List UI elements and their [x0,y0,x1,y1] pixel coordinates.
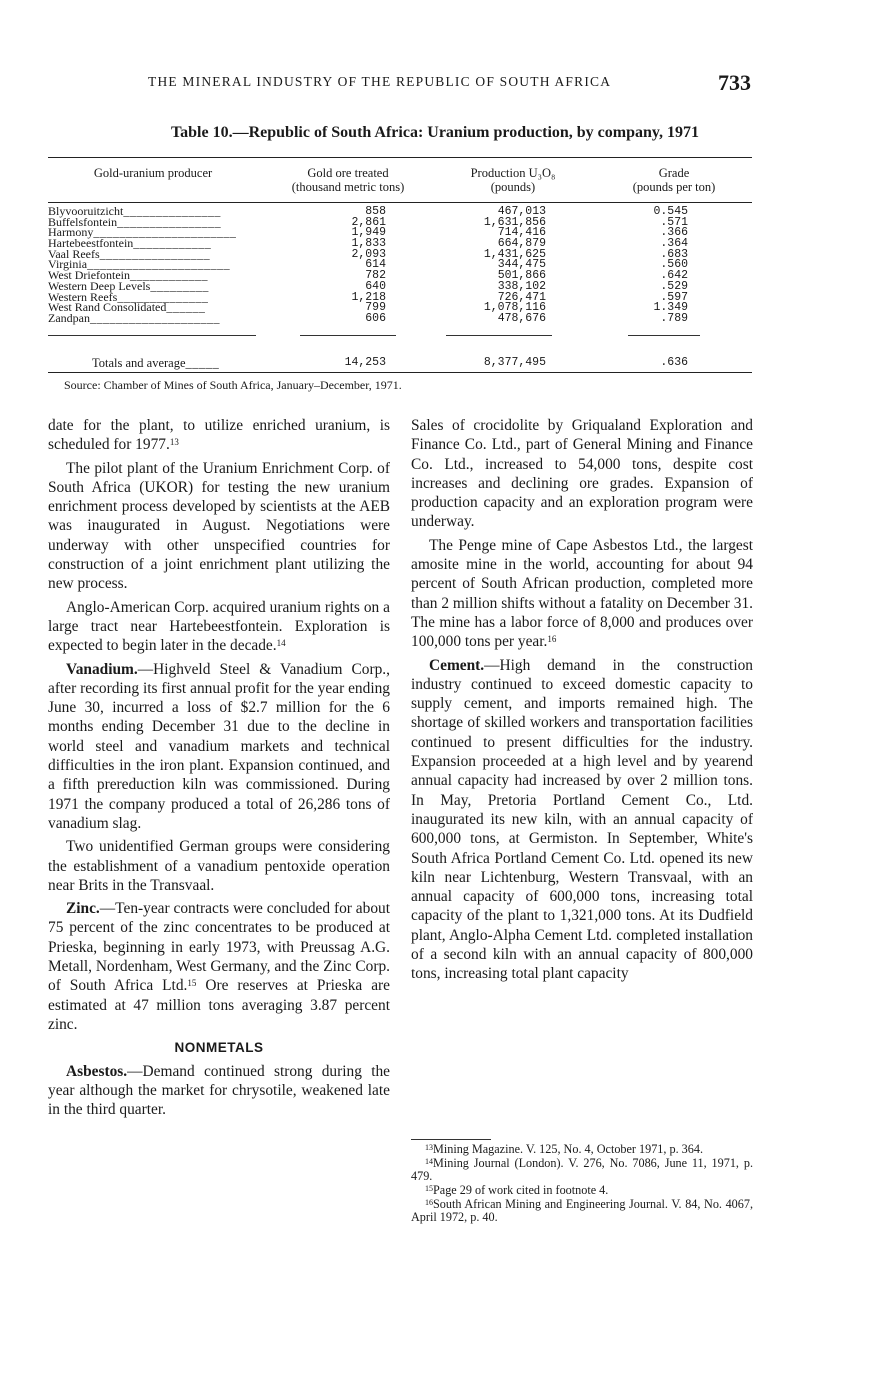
footnotes [411,1143,753,1225]
grade: .366 [660,226,688,240]
producer-name: Buffelsfontein________________ [48,214,222,229]
ore-treated: 614 [365,258,386,272]
grade: 1.349 [653,301,688,315]
paragraph: Two unidentified German groups were considering the establishment of a vanadium pentoxide operation near Brits in the Transvaal. [48,838,390,894]
footnote: $^{14}$Mining Journal (London). V. 276, No. 7086, June 11, 1971, p. 479. [411,1156,753,1183]
ore-treated: 799 [365,301,386,315]
grade: .560 [660,258,688,272]
table-totals-row [48,356,752,370]
section-heading-nonmetals: NONMETALS [174,1040,264,1056]
grade: .789 [660,311,688,325]
production-u3o8: 501,866 [497,269,546,283]
production-u3o8: 1,078,116 [483,301,546,315]
footnote-ref: 15 [187,978,197,989]
ore-treated: 2,861 [351,215,386,229]
grade: .597 [660,290,688,304]
grade: .364 [660,237,688,251]
totals-grade: .636 [660,356,688,369]
paragraph-vanadium: Vanadium.—Highveld Steel & Vanadium Corp., after recording its first annual profit for the year ending June 30, incurred a loss of $2.7 million for the 6 months ending December 31 due to the decline in world steel and vanadium markets and technical difficulties in the iron plant. Expansion continued, and a fifth prereduction kiln was commissioned. During 1971 the company produced a total of 26,286 tons of vanadium slag. [48,660,390,832]
paragraph: The Penge mine of Cape Asbestos Ltd., the largest amosite mine in the world, accounting for about 94 percent of South African production, completed more than 2 million shifts without a fatality on December 31. The mine has a labor force of 8,000 and produces over 100,000 tons per year.$^{16}$ [411,536,753,651]
subhead-cement: Cement. [429,656,485,674]
footnote: $^{16}$South African Mining and Engineering Journal. V. 84, No. 4067, April 1972, p. 40. [411,1197,753,1224]
table-bottom-rule [48,372,752,373]
grade: 0.545 [653,205,688,218]
paragraph-cement: Cement.—High demand in the construction industry continued to exceed domestic capacity to supply cement, and imports remained high. The shortage of skilled workers and transportation facilities continued to present difficulties for the industry. Expansion proceeded at a high level and by yearend annual capacity had increased by over 2 million tons. In May, Pretoria Portland Cement Co., Ltd. inaugurated its new kiln, with an annual capacity of 600,000 tons, at Germiston. In September, White's South Africa Portland Cement Co. Ltd. opened its new kiln near Lichtenburg, Western Transvaal, with an annual capacity of 600,000 tons, increasing total capacity of the plant to 1,321,000 tons. At its Dudfield plant, Anglo-Alpha Cement Ltd. completed installation of a second kiln with an annual capacity of 800,000 tons, increasing total plant capacity [411,656,753,983]
ore-treated: 1,218 [351,290,386,304]
ore-treated: 1,949 [351,226,386,240]
subhead-vanadium: Vanadium. [66,660,138,678]
totals-divider-rule [628,335,700,336]
production-u3o8: 344,475 [497,258,546,272]
grade: .683 [660,247,688,261]
column-header-grade: Grade (pounds per ton) [632,166,716,194]
production-u3o8: 664,879 [497,237,546,251]
column-header-producer: Gold-uranium producer [93,166,213,180]
producer-name: Virginia______________________ [48,257,231,272]
ore-treated: 1,833 [351,237,386,251]
uranium-table [48,157,752,324]
producer-name: West Driefontein____________ [48,268,209,283]
running-header [0,72,870,96]
footnote-rule [411,1139,491,1140]
subhead-asbestos: Asbestos. [66,1062,128,1080]
production-u3o8: 714,416 [497,226,546,240]
paragraph: Anglo-American Corp. acquired uranium rights on a large tract near Hartebeestfontein. Exploration is expected to begin later in the decade.$^{14}$ [48,598,390,655]
footnote-ref: 16 [547,634,557,645]
table-row [48,310,752,325]
production-u3o8: 338,102 [497,279,546,293]
table-title: Table 10.—Republic of South Africa: Uranium production, by company, 1971 [170,124,700,141]
subhead-zinc: Zinc. [66,900,100,918]
paragraph: Sales of crocidolite by Griqualand Exploration and Finance Co. Ltd., part of General Mining and Finance Co. Ltd., increased to 54,000 tons, despite cost increases and declining ore grades. Expansion of production capacity and an exploration program were underway. [411,417,753,531]
table-header [48,158,752,202]
totals-label: Totals and average_____ [92,356,220,370]
totals-divider-rule [446,335,552,336]
production-u3o8: 478,676 [497,311,546,325]
paragraph: date for the plant, to utilize enriched uranium, is scheduled for 1977.13 [48,417,390,454]
producer-name: Western Reefs______________ [48,289,209,304]
ore-treated: 858 [365,205,386,218]
left-text-column [48,416,390,1123]
producer-name: Western Deep Levels_________ [48,278,209,293]
production-u3o8: 467,013 [497,205,546,218]
footnote-ref: 14 [276,638,286,649]
producer-name: Blyvooruitzicht_______________ [48,204,221,218]
column-header-ore: Gold ore treated (thousand metric tons) [291,166,405,194]
paragraph-zinc: Zinc.—Ten-year contracts were concluded for about 75 percent of the zinc concentrates to be produced at Prieska, beginning in early 1973, with Preussag A.G. Metall, Nordenham, West Germany, and the Zinc Corp. of South Africa Ltd.$^{15}$ Ore reserves at Prieska are estimated at 47 million tons averaging 3.87 percent zinc. [48,900,390,1033]
totals-divider-rule [300,335,396,336]
table-body [48,203,752,324]
right-text-column [411,416,753,988]
footnote: $^{13}$Mining Magazine. V. 125, No. 4, October 1971, p. 364. [425,1142,704,1156]
ore-treated: 640 [365,279,386,293]
column-header-production: Production U₃O₈ (pounds) [470,166,556,194]
paragraph: The pilot plant of the Uranium Enrichment Corp. of South Africa (UKOR) for testing the new uranium enrichment process developed by scientists at the AEB was inaugurated in August. Negotiations were underway with other unspecified countries for construction of a joint enrichment plant utilizing the new process. [48,459,390,593]
footnote: $^{15}$Page 29 of work cited in footnote 4. [425,1183,609,1197]
grade: .571 [660,215,688,229]
producer-name: Vaal Reefs_________________ [48,246,211,261]
running-title: THE MINERAL INDUSTRY OF THE REPUBLIC OF SOUTH AFRICA [148,74,612,89]
totals-production: 8,377,495 [483,356,546,369]
page-number: 733 [718,70,751,95]
totals-ore: 14,253 [344,356,386,369]
paragraph-asbestos: Asbestos.—Demand continued strong during the year although the market for chrysotile, weakened late in the third quarter. [48,1062,390,1119]
producer-name: Hartebeestfontein____________ [48,236,212,251]
producer-name: Zandpan____________________ [48,310,220,325]
ore-treated: 782 [365,269,386,283]
production-u3o8: 1,431,625 [483,247,546,261]
table-source-note: Source: Chamber of Mines of South Africa, January–December, 1971. [64,378,402,392]
ore-treated: 2,093 [351,247,386,261]
production-u3o8: 1,631,856 [483,215,546,229]
producer-name: West Rand Consolidated______ [48,300,206,315]
production-u3o8: 726,471 [497,290,546,304]
footnote-ref: 13 [169,437,179,448]
producer-name: Harmony______________________ [48,225,237,240]
grade: .529 [660,279,688,293]
totals-divider-rule [48,335,256,336]
grade: .642 [660,269,688,283]
ore-treated: 606 [365,311,386,325]
